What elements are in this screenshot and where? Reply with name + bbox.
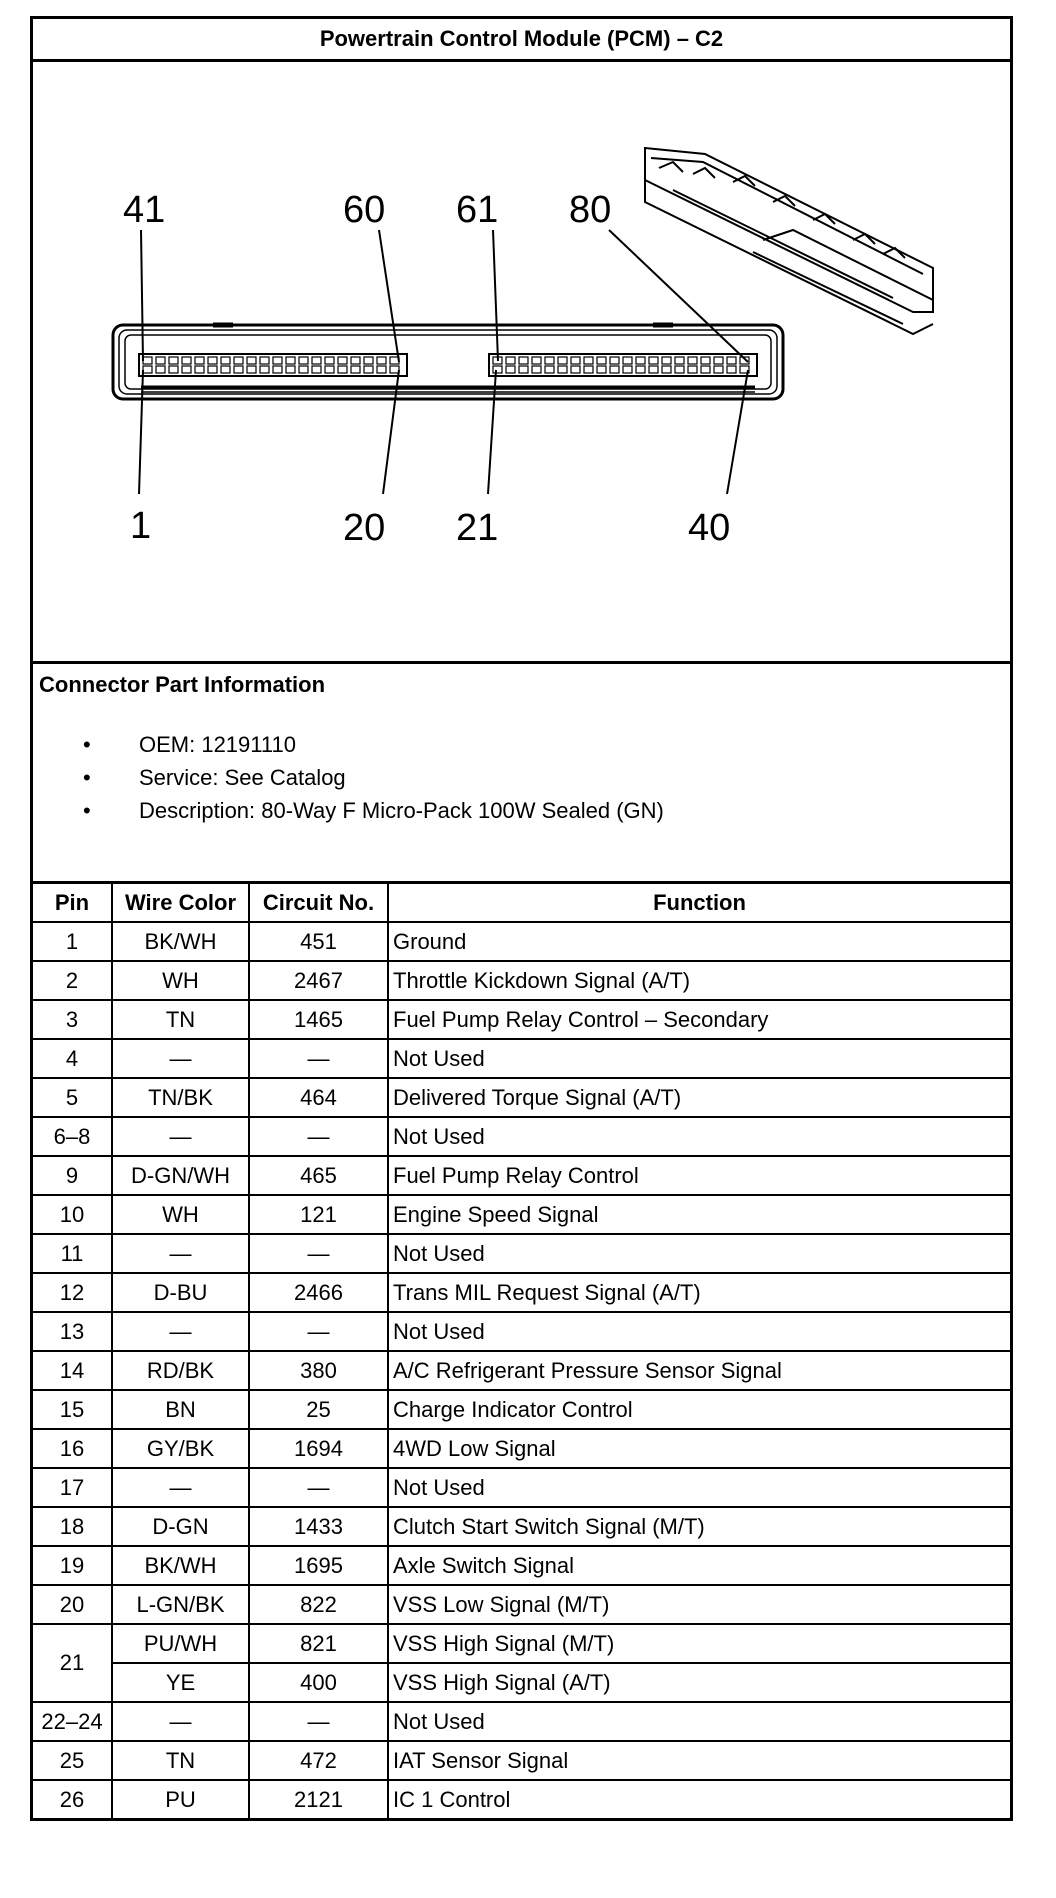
pin-cell: 19 — [33, 1546, 112, 1585]
function-cell: Not Used — [388, 1702, 1010, 1741]
circuit-cell: — — [249, 1117, 388, 1156]
function-cell: IAT Sensor Signal — [388, 1741, 1010, 1780]
pin-cavity — [182, 366, 191, 373]
pin-cavity — [221, 366, 230, 373]
pin-cavity — [312, 357, 321, 364]
pin-cavity — [571, 357, 580, 364]
pinout-rows — [33, 922, 1010, 1818]
pin-cell: 6–8 — [33, 1117, 112, 1156]
pin-cavity — [143, 357, 152, 364]
pin-cavity — [675, 357, 684, 364]
circuit-cell: 1694 — [249, 1429, 388, 1468]
pin-cavity — [558, 357, 567, 364]
pin-cavity — [260, 357, 269, 364]
circuit-cell: 1465 — [249, 1000, 388, 1039]
wire-color-cell: D-BU — [112, 1273, 249, 1312]
pin-cell: 3 — [33, 1000, 112, 1039]
table-row — [33, 1234, 1010, 1273]
wire-color-cell: BK/WH — [112, 922, 249, 961]
function-cell: Clutch Start Switch Signal (M/T) — [388, 1507, 1010, 1546]
pin-cavity — [286, 366, 295, 373]
pin-cavity — [623, 357, 632, 364]
pin-cavity — [532, 366, 541, 373]
table-header-row — [33, 884, 1010, 922]
circuit-cell: 1433 — [249, 1507, 388, 1546]
pin-cell: 26 — [33, 1780, 112, 1818]
function-cell: Not Used — [388, 1468, 1010, 1507]
function-cell: Trans MIL Request Signal (A/T) — [388, 1273, 1010, 1312]
pin-cell: 12 — [33, 1273, 112, 1312]
pin-cavity — [156, 357, 165, 364]
pin-cavity — [545, 357, 554, 364]
function-cell: A/C Refrigerant Pressure Sensor Signal — [388, 1351, 1010, 1390]
pin-cavity — [247, 357, 256, 364]
pin-cavity — [584, 366, 593, 373]
circuit-cell: 2121 — [249, 1780, 388, 1818]
pin-cavity — [597, 366, 606, 373]
label-pin-40: 40 — [688, 507, 731, 549]
circuit-cell: — — [249, 1468, 388, 1507]
wire-color-cell: TN — [112, 1000, 249, 1039]
pin-cavity — [260, 366, 269, 373]
pin-cavity — [234, 357, 243, 364]
pin-cavity — [325, 357, 334, 364]
wire-color-cell: TN — [112, 1741, 249, 1780]
page-title: Powertrain Control Module (PCM) – C2 — [33, 19, 1010, 62]
pin-cavity — [558, 366, 567, 373]
pin-cell: 13 — [33, 1312, 112, 1351]
wire-color-cell: PU — [112, 1780, 249, 1818]
pin-cavity — [636, 357, 645, 364]
connector-diagram — [33, 62, 1010, 664]
pin-cavity — [169, 357, 178, 364]
table-row — [33, 922, 1010, 961]
pin-cavity — [701, 357, 710, 364]
pin-cavity — [662, 366, 671, 373]
table-row — [33, 1117, 1010, 1156]
circuit-cell: — — [249, 1234, 388, 1273]
circuit-cell: — — [249, 1312, 388, 1351]
wire-color-cell: GY/BK — [112, 1429, 249, 1468]
pin-cavity — [273, 366, 282, 373]
table-row — [33, 1429, 1010, 1468]
circuit-cell: — — [249, 1702, 388, 1741]
function-cell: VSS Low Signal (M/T) — [388, 1585, 1010, 1624]
pin-cell: 18 — [33, 1507, 112, 1546]
wire-color-cell: RD/BK — [112, 1351, 249, 1390]
table-row — [33, 1390, 1010, 1429]
pin-cavity — [584, 357, 593, 364]
connector-body — [113, 325, 783, 399]
connector-part-information — [33, 664, 1010, 884]
label-pin-20: 20 — [343, 507, 386, 549]
wire-color-cell: — — [112, 1312, 249, 1351]
connector-drawing — [33, 62, 1010, 661]
pin-cavity — [636, 366, 645, 373]
pin-cell: 14 — [33, 1351, 112, 1390]
pin-cell: 15 — [33, 1390, 112, 1429]
function-cell: Axle Switch Signal — [388, 1546, 1010, 1585]
circuit-cell: 380 — [249, 1351, 388, 1390]
table-row — [33, 1624, 1010, 1663]
circuit-cell: 25 — [249, 1390, 388, 1429]
pin-cavity — [299, 357, 308, 364]
pin-cavity — [623, 366, 632, 373]
header-circuit-no: Circuit No. — [249, 884, 388, 922]
wire-color-cell: — — [112, 1117, 249, 1156]
wire-color-cell: D-GN/WH — [112, 1156, 249, 1195]
header-function: Function — [388, 884, 1010, 922]
label-pin-41: 41 — [123, 189, 166, 231]
table-row — [33, 1039, 1010, 1078]
pin-cavity — [519, 357, 528, 364]
pin-cavity — [545, 366, 554, 373]
wire-color-cell: WH — [112, 1195, 249, 1234]
wire-color-cell: BN — [112, 1390, 249, 1429]
function-cell: Charge Indicator Control — [388, 1390, 1010, 1429]
info-service: • Service: See Catalog — [83, 761, 664, 794]
info-oem: • OEM: 12191110 — [83, 728, 664, 761]
connector-info-list — [83, 728, 664, 827]
pin-cavity — [377, 357, 386, 364]
pin-cell: 10 — [33, 1195, 112, 1234]
pin-cavity — [519, 366, 528, 373]
table-row — [33, 1000, 1010, 1039]
pin-cavity — [506, 366, 515, 373]
pin-cavity — [701, 366, 710, 373]
pin-cavity — [169, 366, 178, 373]
circuit-cell: 1695 — [249, 1546, 388, 1585]
pin-cavity — [364, 366, 373, 373]
pin-cavity — [688, 357, 697, 364]
function-cell: Delivered Torque Signal (A/T) — [388, 1078, 1010, 1117]
table-row — [33, 1702, 1010, 1741]
pin-cell: 21 — [33, 1624, 112, 1702]
pin-cavity — [506, 357, 515, 364]
pin-cavity — [221, 357, 230, 364]
function-cell: IC 1 Control — [388, 1780, 1010, 1818]
pin-cell: 2 — [33, 961, 112, 1000]
pin-cavity — [532, 357, 541, 364]
wire-color-cell: PU/WH — [112, 1624, 249, 1663]
pin-cavity — [649, 357, 658, 364]
function-cell: Not Used — [388, 1039, 1010, 1078]
pin-cell: 17 — [33, 1468, 112, 1507]
table-row — [33, 1507, 1010, 1546]
pin-cavity — [662, 357, 671, 364]
pin-cavity — [377, 366, 386, 373]
table-row — [33, 1741, 1010, 1780]
table-row — [33, 1468, 1010, 1507]
label-pin-80: 80 — [569, 189, 612, 231]
pin-cavity — [597, 357, 606, 364]
function-cell: Not Used — [388, 1234, 1010, 1273]
pin-cavity — [688, 366, 697, 373]
pin-cavity — [351, 366, 360, 373]
pin-cavity — [208, 357, 217, 364]
pin-cavity — [390, 366, 399, 373]
pin-cavity — [312, 366, 321, 373]
function-cell: Fuel Pump Relay Control – Secondary — [388, 1000, 1010, 1039]
pin-cavity — [195, 357, 204, 364]
wire-color-cell: — — [112, 1234, 249, 1273]
info-description: • Description: 80-Way F Micro-Pack 100W Sealed (GN) — [83, 794, 664, 827]
wire-color-cell: WH — [112, 961, 249, 1000]
table-row — [33, 1663, 1010, 1702]
wire-color-cell: D-GN — [112, 1507, 249, 1546]
function-cell: 4WD Low Signal — [388, 1429, 1010, 1468]
wire-color-cell: TN/BK — [112, 1078, 249, 1117]
wire-color-cell: L-GN/BK — [112, 1585, 249, 1624]
function-cell: Fuel Pump Relay Control — [388, 1156, 1010, 1195]
pin-cavity — [727, 357, 736, 364]
pin-cavity — [727, 366, 736, 373]
wire-color-cell: BK/WH — [112, 1546, 249, 1585]
pin-cavity — [338, 357, 347, 364]
label-pin-21: 21 — [456, 507, 499, 549]
pin-cavity — [286, 357, 295, 364]
pin-cell: 25 — [33, 1741, 112, 1780]
pin-cavity — [364, 357, 373, 364]
circuit-cell: 822 — [249, 1585, 388, 1624]
circuit-cell: 400 — [249, 1663, 388, 1702]
pin-cavity — [208, 366, 217, 373]
table-row — [33, 1546, 1010, 1585]
pin-cavity — [610, 357, 619, 364]
pin-cavity — [649, 366, 658, 373]
pin-cavity — [493, 366, 502, 373]
circuit-cell: 121 — [249, 1195, 388, 1234]
pin-cavity — [182, 357, 191, 364]
wire-color-cell: — — [112, 1702, 249, 1741]
pin-cell: 16 — [33, 1429, 112, 1468]
pin-cavity — [351, 357, 360, 364]
function-cell: VSS High Signal (M/T) — [388, 1624, 1010, 1663]
function-cell: Ground — [388, 922, 1010, 961]
wire-color-cell: — — [112, 1468, 249, 1507]
connector-info-heading: Connector Part Information — [39, 672, 326, 697]
pin-cell: 1 — [33, 922, 112, 961]
pin-cell: 4 — [33, 1039, 112, 1078]
circuit-cell: 451 — [249, 922, 388, 961]
circuit-cell: 464 — [249, 1078, 388, 1117]
pin-cell: 11 — [33, 1234, 112, 1273]
table-row — [33, 1351, 1010, 1390]
wire-color-cell: — — [112, 1039, 249, 1078]
table-row — [33, 1078, 1010, 1117]
wire-color-cell: YE — [112, 1663, 249, 1702]
header-pin: Pin — [33, 884, 112, 922]
table-row — [33, 961, 1010, 1000]
circuit-cell: 472 — [249, 1741, 388, 1780]
circuit-cell: 2467 — [249, 961, 388, 1000]
pin-cavity — [610, 366, 619, 373]
table-row — [33, 1195, 1010, 1234]
circuit-cell: — — [249, 1039, 388, 1078]
circuit-cell: 465 — [249, 1156, 388, 1195]
label-pin-60: 60 — [343, 189, 386, 231]
label-pin-61: 61 — [456, 189, 499, 231]
header-wire-color: Wire Color — [112, 884, 249, 922]
table-row — [33, 1273, 1010, 1312]
function-cell: Not Used — [388, 1117, 1010, 1156]
table-row — [33, 1585, 1010, 1624]
function-cell: Engine Speed Signal — [388, 1195, 1010, 1234]
pin-cell: 9 — [33, 1156, 112, 1195]
function-cell: Not Used — [388, 1312, 1010, 1351]
label-pin-1: 1 — [130, 505, 152, 547]
pin-cavity — [338, 366, 347, 373]
connector-sheet — [30, 16, 1013, 1821]
circuit-cell: 2466 — [249, 1273, 388, 1312]
pin-cavity — [675, 366, 684, 373]
pin-cavity — [714, 366, 723, 373]
pin-cell: 5 — [33, 1078, 112, 1117]
pin-cell: 22–24 — [33, 1702, 112, 1741]
pin-cavity — [299, 366, 308, 373]
pin-cavity — [156, 366, 165, 373]
pin-cavity — [571, 366, 580, 373]
pin-cavity — [273, 357, 282, 364]
pin-cell: 20 — [33, 1585, 112, 1624]
table-row — [33, 1312, 1010, 1351]
pin-cavity — [143, 366, 152, 373]
pin-cavity — [234, 366, 243, 373]
pinout-table — [33, 884, 1010, 1818]
table-row — [33, 1156, 1010, 1195]
pin-cavity — [714, 357, 723, 364]
circuit-cell: 821 — [249, 1624, 388, 1663]
pin-cavity — [195, 366, 204, 373]
table-row — [33, 1780, 1010, 1818]
function-cell: VSS High Signal (A/T) — [388, 1663, 1010, 1702]
pin-cavities — [143, 357, 749, 373]
pin-cavity — [325, 366, 334, 373]
function-cell: Throttle Kickdown Signal (A/T) — [388, 961, 1010, 1000]
pin-cavity — [247, 366, 256, 373]
